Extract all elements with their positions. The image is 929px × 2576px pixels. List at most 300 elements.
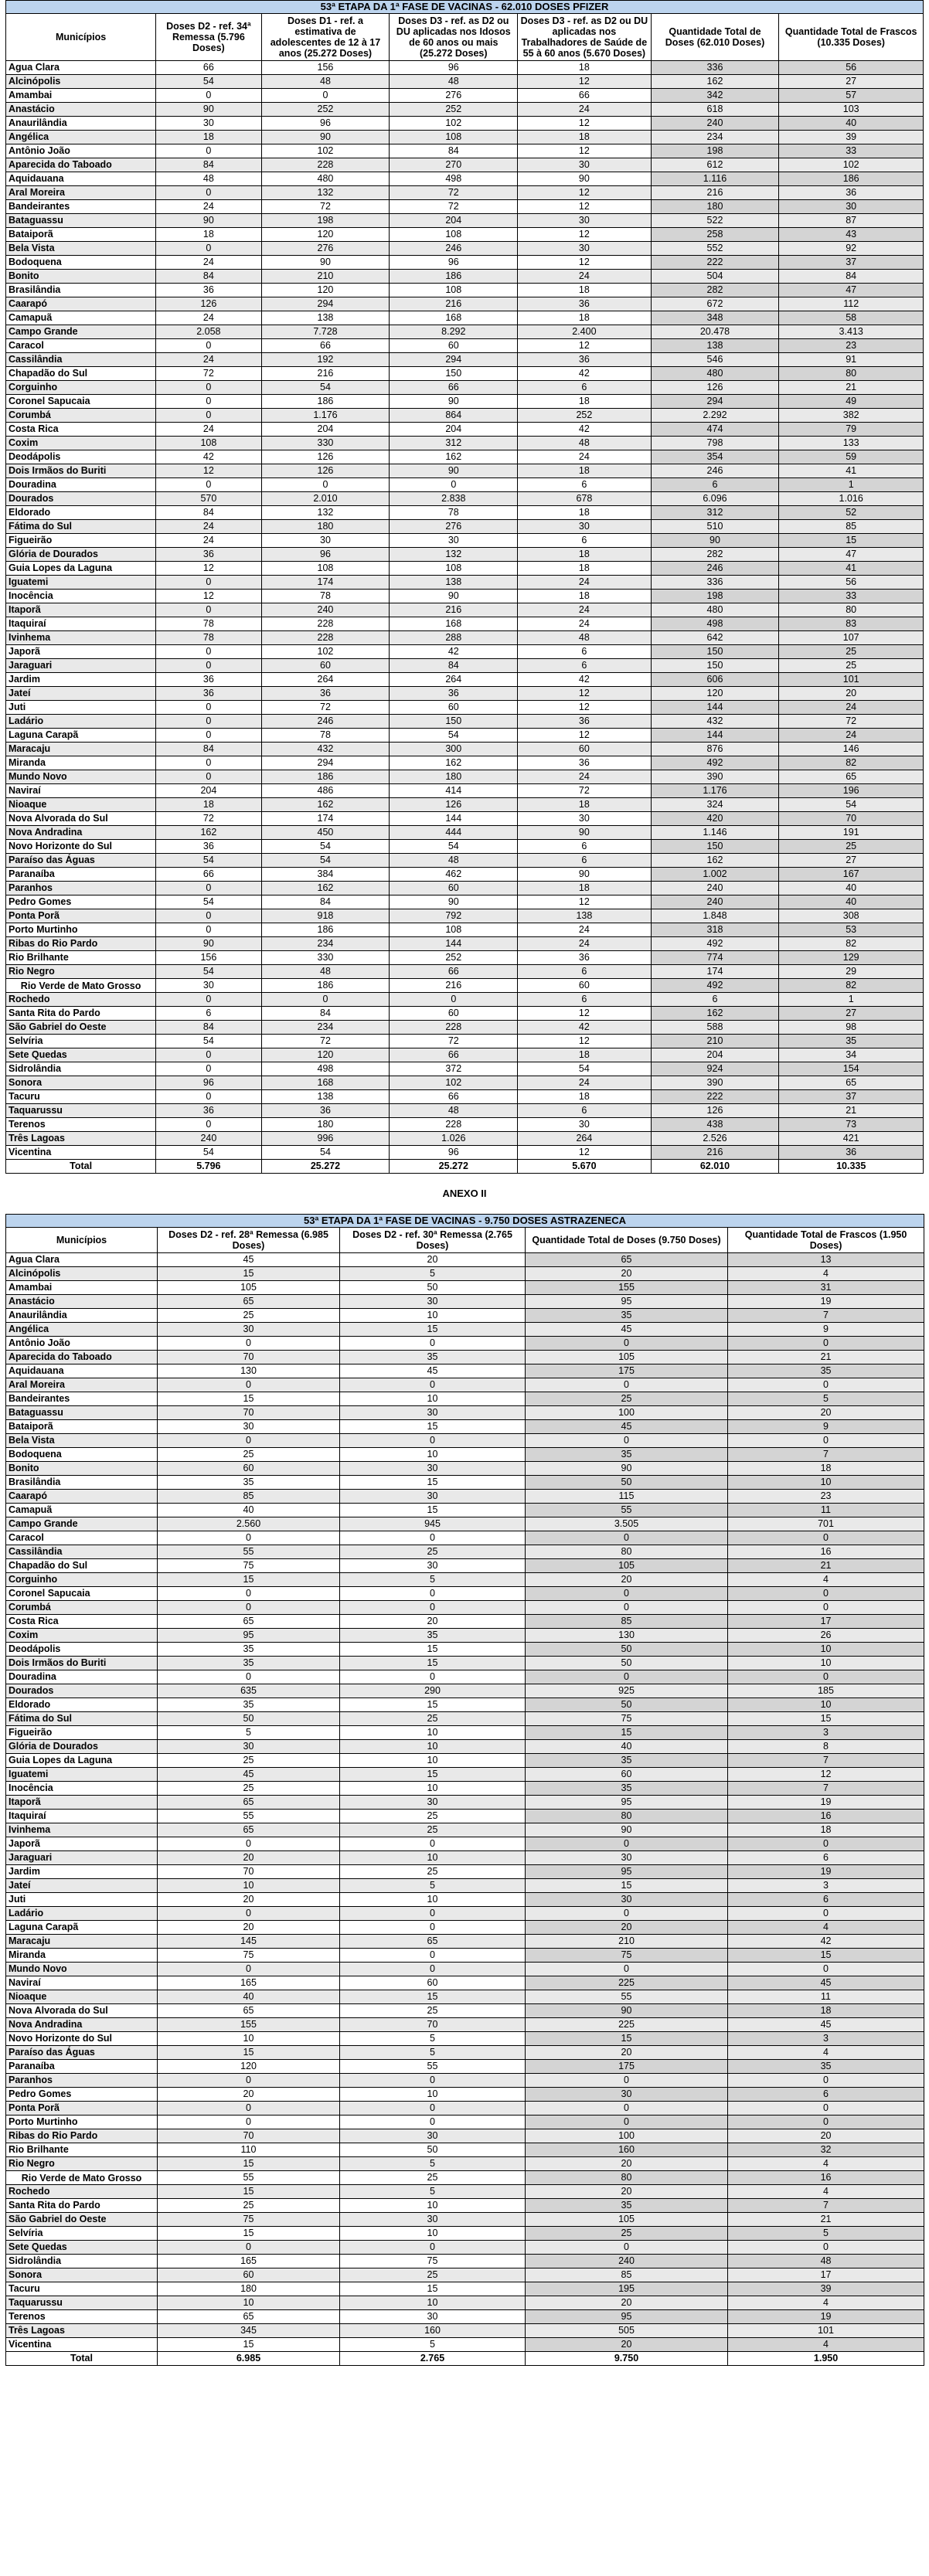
value-cell: 1.026 bbox=[390, 1132, 518, 1146]
value-cell: 54 bbox=[518, 1062, 651, 1076]
table-row bbox=[6, 1921, 924, 1935]
value-cell: 30 bbox=[526, 1851, 728, 1865]
value-cell: 792 bbox=[390, 909, 518, 923]
pfizer-header-municipios: Municípios bbox=[6, 14, 156, 61]
municipio-cell: Guia Lopes da Laguna bbox=[6, 1754, 158, 1768]
value-cell: 0 bbox=[158, 1531, 340, 1545]
table-row bbox=[6, 2046, 924, 2060]
astrazeneca-header-d2-28: Doses D2 - ref. 28ª Remessa (6.985 Doses) bbox=[158, 1228, 340, 1253]
value-cell: 126 bbox=[390, 798, 518, 812]
value-cell: 10 bbox=[340, 2296, 526, 2310]
municipio-cell: Deodápolis bbox=[6, 450, 156, 464]
value-cell: 0 bbox=[526, 2116, 728, 2129]
value-cell: 20 bbox=[526, 2296, 728, 2310]
value-cell: 82 bbox=[779, 979, 924, 993]
astrazeneca-header-total-frascos: Quantidade Total de Frascos (1.950 Doses) bbox=[728, 1228, 924, 1253]
value-cell: 100 bbox=[526, 2129, 728, 2143]
value-cell: 162 bbox=[390, 756, 518, 770]
value-cell: 0 bbox=[340, 1921, 526, 1935]
value-cell: 60 bbox=[390, 339, 518, 353]
table-row bbox=[6, 784, 924, 798]
value-cell: 6 bbox=[651, 993, 779, 1007]
value-cell: 37 bbox=[779, 1090, 924, 1104]
value-cell: 246 bbox=[261, 715, 390, 729]
value-cell: 36 bbox=[156, 284, 261, 297]
table-row bbox=[6, 854, 924, 868]
value-cell: 108 bbox=[390, 131, 518, 144]
municipio-cell: Caarapó bbox=[6, 297, 156, 311]
value-cell: 15 bbox=[340, 1768, 526, 1782]
municipio-cell: Camapuã bbox=[6, 311, 156, 325]
value-cell: 18 bbox=[518, 882, 651, 895]
value-cell: 701 bbox=[728, 1517, 924, 1531]
municipio-cell: Aral Moreira bbox=[6, 1378, 158, 1392]
value-cell: 216 bbox=[651, 186, 779, 200]
value-cell: 10 bbox=[158, 2296, 340, 2310]
table-row bbox=[6, 534, 924, 548]
value-cell: 498 bbox=[261, 1062, 390, 1076]
pfizer-header-total-frascos: Quantidade Total de Frascos (10.335 Doses) bbox=[779, 14, 924, 61]
value-cell: 240 bbox=[651, 895, 779, 909]
value-cell: 15 bbox=[158, 2157, 340, 2171]
value-cell: 342 bbox=[651, 89, 779, 103]
table-row bbox=[6, 882, 924, 895]
value-cell: 0 bbox=[340, 2116, 526, 2129]
table-row bbox=[6, 2143, 924, 2157]
value-cell: 20.478 bbox=[651, 325, 779, 339]
table-row bbox=[6, 186, 924, 200]
value-cell: 54 bbox=[261, 381, 390, 395]
value-cell: 73 bbox=[779, 1118, 924, 1132]
value-cell: 180 bbox=[158, 2282, 340, 2296]
value-cell: 105 bbox=[526, 1559, 728, 1573]
value-cell: 180 bbox=[261, 520, 390, 534]
pfizer-total-row bbox=[6, 1160, 924, 1174]
value-cell: 0 bbox=[340, 2241, 526, 2255]
value-cell: 30 bbox=[390, 534, 518, 548]
municipio-cell: Laguna Carapã bbox=[6, 729, 156, 743]
value-cell: 162 bbox=[261, 882, 390, 895]
table-row bbox=[6, 1448, 924, 1462]
value-cell: 48 bbox=[728, 2255, 924, 2268]
value-cell: 345 bbox=[158, 2324, 340, 2338]
municipio-cell: Bataguassu bbox=[6, 214, 156, 228]
value-cell: 90 bbox=[261, 256, 390, 270]
value-cell: 24 bbox=[518, 923, 651, 937]
table-row bbox=[6, 1531, 924, 1545]
value-cell: 84 bbox=[156, 158, 261, 172]
value-cell: 30 bbox=[340, 1295, 526, 1309]
value-cell: 55 bbox=[526, 1990, 728, 2004]
value-cell: 84 bbox=[261, 895, 390, 909]
value-cell: 0 bbox=[340, 1963, 526, 1976]
value-cell: 0 bbox=[158, 1587, 340, 1601]
value-cell: 0 bbox=[156, 882, 261, 895]
value-cell: 308 bbox=[779, 909, 924, 923]
value-cell: 925 bbox=[526, 1684, 728, 1698]
total-cell: 25.272 bbox=[261, 1160, 390, 1174]
value-cell: 15 bbox=[158, 2227, 340, 2241]
value-cell: 42 bbox=[518, 423, 651, 437]
value-cell: 570 bbox=[156, 492, 261, 506]
value-cell: 95 bbox=[526, 1865, 728, 1879]
value-cell: 10 bbox=[340, 2227, 526, 2241]
value-cell: 6 bbox=[728, 2088, 924, 2102]
value-cell: 18 bbox=[518, 284, 651, 297]
value-cell: 12 bbox=[518, 228, 651, 242]
value-cell: 16 bbox=[728, 1810, 924, 1823]
municipio-cell: Inocência bbox=[6, 1782, 158, 1796]
value-cell: 18 bbox=[518, 1048, 651, 1062]
value-cell: 90 bbox=[390, 895, 518, 909]
value-cell: 27 bbox=[779, 854, 924, 868]
table-row bbox=[6, 2296, 924, 2310]
table-row bbox=[6, 395, 924, 409]
value-cell: 96 bbox=[390, 256, 518, 270]
value-cell: 16 bbox=[728, 2171, 924, 2185]
value-cell: 0 bbox=[158, 1837, 340, 1851]
value-cell: 45 bbox=[728, 1976, 924, 1990]
value-cell: 25 bbox=[340, 2171, 526, 2185]
table-row bbox=[6, 492, 924, 506]
value-cell: 15 bbox=[158, 2185, 340, 2199]
table-row bbox=[6, 2310, 924, 2324]
value-cell: 0 bbox=[728, 1670, 924, 1684]
value-cell: 216 bbox=[390, 297, 518, 311]
value-cell: 186 bbox=[390, 270, 518, 284]
value-cell: 72 bbox=[261, 701, 390, 715]
value-cell: 25 bbox=[340, 1823, 526, 1837]
table-row bbox=[6, 1782, 924, 1796]
value-cell: 162 bbox=[261, 798, 390, 812]
value-cell: 85 bbox=[526, 2268, 728, 2282]
value-cell: 25 bbox=[158, 1309, 340, 1323]
value-cell: 20 bbox=[526, 1267, 728, 1281]
value-cell: 6.096 bbox=[651, 492, 779, 506]
table-row bbox=[6, 2227, 924, 2241]
value-cell: 24 bbox=[518, 617, 651, 631]
value-cell: 312 bbox=[651, 506, 779, 520]
table-row bbox=[6, 1629, 924, 1643]
municipio-cell: Agua Clara bbox=[6, 1253, 158, 1267]
value-cell: 924 bbox=[651, 1062, 779, 1076]
value-cell: 10 bbox=[340, 1309, 526, 1323]
value-cell: 204 bbox=[390, 214, 518, 228]
value-cell: 20 bbox=[340, 1615, 526, 1629]
municipio-cell: Nova Andradina bbox=[6, 826, 156, 840]
value-cell: 282 bbox=[651, 284, 779, 297]
table-row bbox=[6, 1559, 924, 1573]
value-cell: 186 bbox=[261, 979, 390, 993]
value-cell: 0 bbox=[728, 1531, 924, 1545]
value-cell: 95 bbox=[158, 1629, 340, 1643]
municipio-cell: Iguatemi bbox=[6, 576, 156, 590]
municipio-cell: Rochedo bbox=[6, 993, 156, 1007]
value-cell: 110 bbox=[158, 2143, 340, 2157]
value-cell: 84 bbox=[390, 659, 518, 673]
municipio-cell: Jaraguari bbox=[6, 1851, 158, 1865]
value-cell: 876 bbox=[651, 743, 779, 756]
value-cell: 36 bbox=[390, 687, 518, 701]
table-row bbox=[6, 1351, 924, 1364]
value-cell: 0 bbox=[340, 2074, 526, 2088]
value-cell: 150 bbox=[390, 367, 518, 381]
value-cell: 84 bbox=[261, 1007, 390, 1021]
value-cell: 282 bbox=[651, 548, 779, 562]
pfizer-table-body bbox=[6, 61, 924, 1160]
municipio-cell: Miranda bbox=[6, 1949, 158, 1963]
value-cell: 5 bbox=[340, 2338, 526, 2352]
municipio-cell: Nioaque bbox=[6, 798, 156, 812]
value-cell: 1.848 bbox=[651, 909, 779, 923]
value-cell: 195 bbox=[526, 2282, 728, 2296]
value-cell: 6 bbox=[518, 478, 651, 492]
value-cell: 33 bbox=[779, 590, 924, 603]
table-row bbox=[6, 131, 924, 144]
municipio-cell: Paraíso das Águas bbox=[6, 854, 156, 868]
municipio-cell: Chapadão do Sul bbox=[6, 367, 156, 381]
value-cell: 168 bbox=[390, 311, 518, 325]
table-row bbox=[6, 339, 924, 353]
value-cell: 23 bbox=[779, 339, 924, 353]
table-row bbox=[6, 617, 924, 631]
municipio-cell: Juti bbox=[6, 701, 156, 715]
table-row bbox=[6, 450, 924, 464]
value-cell: 102 bbox=[779, 158, 924, 172]
municipio-cell: Bataiporã bbox=[6, 228, 156, 242]
value-cell: 240 bbox=[651, 117, 779, 131]
value-cell: 252 bbox=[518, 409, 651, 423]
value-cell: 82 bbox=[779, 937, 924, 951]
value-cell: 264 bbox=[261, 673, 390, 687]
municipio-cell: Dourados bbox=[6, 492, 156, 506]
value-cell: 101 bbox=[728, 2324, 924, 2338]
value-cell: 24 bbox=[156, 200, 261, 214]
value-cell: 0 bbox=[340, 1434, 526, 1448]
table-row bbox=[6, 353, 924, 367]
value-cell: 130 bbox=[158, 1364, 340, 1378]
table-row bbox=[6, 1545, 924, 1559]
table-row bbox=[6, 2129, 924, 2143]
table-row bbox=[6, 1323, 924, 1337]
value-cell: 35 bbox=[158, 1476, 340, 1490]
value-cell: 222 bbox=[651, 1090, 779, 1104]
municipio-cell: Jardim bbox=[6, 1865, 158, 1879]
municipio-cell: Guia Lopes da Laguna bbox=[6, 562, 156, 576]
municipio-cell: Bonito bbox=[6, 1462, 158, 1476]
table-row bbox=[6, 423, 924, 437]
municipio-cell: Eldorado bbox=[6, 1698, 158, 1712]
table-row bbox=[6, 311, 924, 325]
value-cell: 290 bbox=[340, 1684, 526, 1698]
value-cell: 0 bbox=[390, 478, 518, 492]
table-row bbox=[6, 214, 924, 228]
municipio-cell: Aral Moreira bbox=[6, 186, 156, 200]
table-row bbox=[6, 437, 924, 450]
municipio-cell: São Gabriel do Oeste bbox=[6, 1021, 156, 1035]
value-cell: 0 bbox=[156, 1118, 261, 1132]
value-cell: 492 bbox=[651, 937, 779, 951]
value-cell: 150 bbox=[651, 840, 779, 854]
value-cell: 53 bbox=[779, 923, 924, 937]
table-row bbox=[6, 1754, 924, 1768]
value-cell: 24 bbox=[156, 423, 261, 437]
municipio-cell: Paraíso das Águas bbox=[6, 2046, 158, 2060]
value-cell: 0 bbox=[340, 1670, 526, 1684]
value-cell: 30 bbox=[518, 812, 651, 826]
value-cell: 12 bbox=[518, 701, 651, 715]
municipio-cell: Antônio João bbox=[6, 1337, 158, 1351]
value-cell: 90 bbox=[526, 1462, 728, 1476]
value-cell: 390 bbox=[651, 1076, 779, 1090]
municipio-cell: Jardim bbox=[6, 673, 156, 687]
value-cell: 0 bbox=[156, 923, 261, 937]
value-cell: 84 bbox=[156, 1021, 261, 1035]
table-row bbox=[6, 1670, 924, 1684]
astrazeneca-title-row bbox=[6, 1215, 924, 1228]
value-cell: 78 bbox=[156, 631, 261, 645]
value-cell: 65 bbox=[340, 1935, 526, 1949]
table-row bbox=[6, 1615, 924, 1629]
value-cell: 90 bbox=[390, 590, 518, 603]
value-cell: 24 bbox=[518, 270, 651, 284]
table-row bbox=[6, 548, 924, 562]
table-row bbox=[6, 1490, 924, 1504]
value-cell: 24 bbox=[779, 729, 924, 743]
value-cell: 204 bbox=[651, 1048, 779, 1062]
value-cell: 330 bbox=[261, 951, 390, 965]
value-cell: 48 bbox=[261, 965, 390, 979]
value-cell: 29 bbox=[779, 965, 924, 979]
value-cell: 24 bbox=[518, 770, 651, 784]
value-cell: 126 bbox=[261, 450, 390, 464]
table-row bbox=[6, 798, 924, 812]
value-cell: 240 bbox=[156, 1132, 261, 1146]
table-row bbox=[6, 1935, 924, 1949]
municipio-cell: Rio Brilhante bbox=[6, 951, 156, 965]
value-cell: 20 bbox=[158, 1851, 340, 1865]
value-cell: 26 bbox=[728, 1629, 924, 1643]
value-cell: 635 bbox=[158, 1684, 340, 1698]
value-cell: 18 bbox=[518, 506, 651, 520]
municipio-cell: Jateí bbox=[6, 1879, 158, 1893]
municipio-cell: Douradina bbox=[6, 1670, 158, 1684]
value-cell: 294 bbox=[261, 297, 390, 311]
table-row bbox=[6, 1309, 924, 1323]
value-cell: 35 bbox=[158, 1643, 340, 1657]
value-cell: 108 bbox=[390, 562, 518, 576]
table-row bbox=[6, 1104, 924, 1118]
value-cell: 24 bbox=[156, 520, 261, 534]
value-cell: 36 bbox=[261, 1104, 390, 1118]
value-cell: 132 bbox=[261, 506, 390, 520]
value-cell: 4 bbox=[728, 2296, 924, 2310]
value-cell: 0 bbox=[261, 89, 390, 103]
value-cell: 0 bbox=[526, 2074, 728, 2088]
value-cell: 45 bbox=[158, 1768, 340, 1782]
value-cell: 0 bbox=[728, 1378, 924, 1392]
table-row bbox=[6, 103, 924, 117]
value-cell: 49 bbox=[779, 395, 924, 409]
value-cell: 84 bbox=[156, 506, 261, 520]
municipio-cell: Campo Grande bbox=[6, 1517, 158, 1531]
value-cell: 234 bbox=[651, 131, 779, 144]
total-cell: 1.950 bbox=[728, 2352, 924, 2366]
table-row bbox=[6, 2116, 924, 2129]
value-cell: 84 bbox=[156, 743, 261, 756]
table-row bbox=[6, 631, 924, 645]
value-cell: 0 bbox=[156, 645, 261, 659]
value-cell: 50 bbox=[526, 1698, 728, 1712]
value-cell: 18 bbox=[518, 131, 651, 144]
value-cell: 72 bbox=[390, 186, 518, 200]
value-cell: 210 bbox=[651, 1035, 779, 1048]
astrazeneca-header-d2-30: Doses D2 - ref. 30ª Remessa (2.765 Doses) bbox=[340, 1228, 526, 1253]
value-cell: 492 bbox=[651, 756, 779, 770]
value-cell: 0 bbox=[158, 2116, 340, 2129]
municipio-cell: Bela Vista bbox=[6, 1434, 158, 1448]
value-cell: 42 bbox=[518, 1021, 651, 1035]
table-row bbox=[6, 2338, 924, 2352]
value-cell: 480 bbox=[651, 367, 779, 381]
table-row bbox=[6, 729, 924, 743]
value-cell: 6 bbox=[728, 1851, 924, 1865]
value-cell: 25 bbox=[779, 659, 924, 673]
value-cell: 15 bbox=[340, 1323, 526, 1337]
value-cell: 90 bbox=[651, 534, 779, 548]
table-row bbox=[6, 1587, 924, 1601]
table-row bbox=[6, 270, 924, 284]
value-cell: 35 bbox=[728, 1364, 924, 1378]
value-cell: 228 bbox=[261, 158, 390, 172]
value-cell: 1.002 bbox=[651, 868, 779, 882]
value-cell: 80 bbox=[526, 1810, 728, 1823]
value-cell: 41 bbox=[779, 464, 924, 478]
value-cell: 480 bbox=[261, 172, 390, 186]
value-cell: 102 bbox=[390, 117, 518, 131]
table-row bbox=[6, 1420, 924, 1434]
municipio-cell: Bonito bbox=[6, 270, 156, 284]
municipio-cell: Japorã bbox=[6, 1837, 158, 1851]
value-cell: 30 bbox=[156, 979, 261, 993]
table-row bbox=[6, 1990, 924, 2004]
value-cell: 210 bbox=[261, 270, 390, 284]
value-cell: 162 bbox=[651, 854, 779, 868]
table-row bbox=[6, 1434, 924, 1448]
value-cell: 108 bbox=[261, 562, 390, 576]
table-row bbox=[6, 923, 924, 937]
municipio-cell: Dois Irmãos do Buriti bbox=[6, 464, 156, 478]
value-cell: 160 bbox=[526, 2143, 728, 2157]
table-row bbox=[6, 1337, 924, 1351]
value-cell: 15 bbox=[728, 1949, 924, 1963]
value-cell: 0 bbox=[156, 89, 261, 103]
municipio-cell: Anastácio bbox=[6, 1295, 158, 1309]
value-cell: 18 bbox=[728, 1462, 924, 1476]
municipio-cell: Miranda bbox=[6, 756, 156, 770]
value-cell: 12 bbox=[518, 339, 651, 353]
value-cell: 0 bbox=[156, 1090, 261, 1104]
value-cell: 120 bbox=[651, 687, 779, 701]
value-cell: 5 bbox=[340, 1879, 526, 1893]
value-cell: 30 bbox=[158, 1420, 340, 1434]
value-cell: 6 bbox=[518, 965, 651, 979]
value-cell: 19 bbox=[728, 1295, 924, 1309]
municipio-cell: Fátima do Sul bbox=[6, 520, 156, 534]
municipio-cell: Porto Murtinho bbox=[6, 2116, 158, 2129]
value-cell: 24 bbox=[518, 603, 651, 617]
table-row bbox=[6, 1378, 924, 1392]
